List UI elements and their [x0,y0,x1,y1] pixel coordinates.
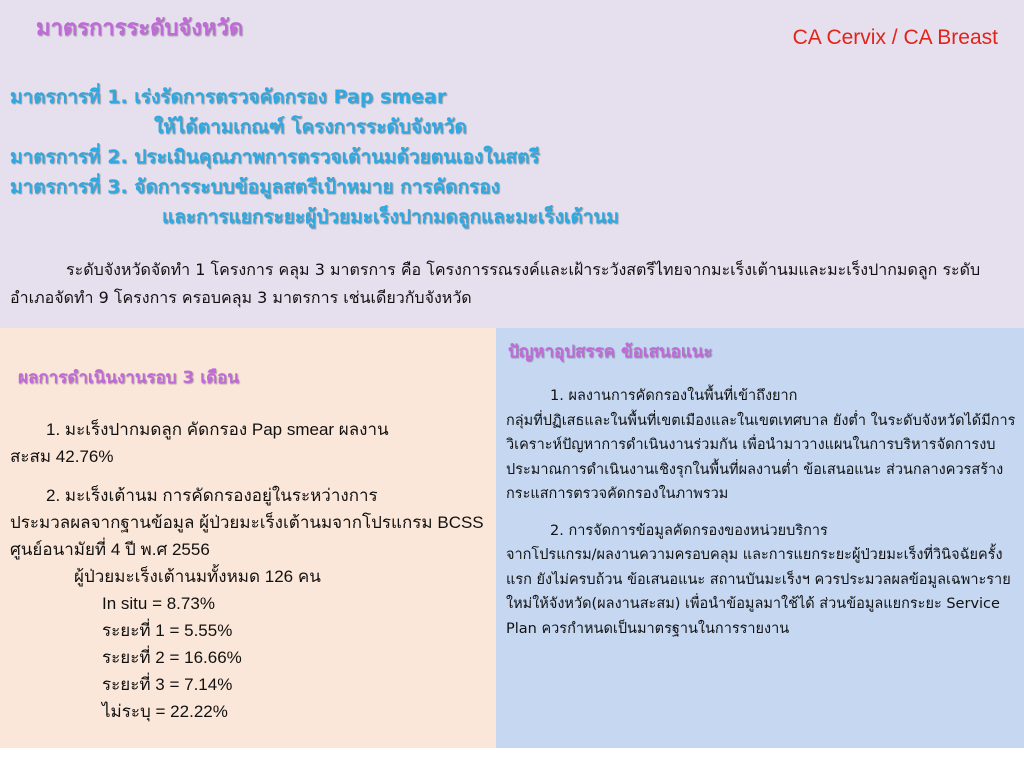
problem-1: 1. ผลงานการคัดกรองในพื้นที่เข้าถึงยาก [550,388,798,404]
summary-text: ระดับจังหวัดจัดทำ 1 โครงการ คลุม 3 มาตรการ คือ โครงการรณรงค์และเฝ้าระวังสตรีไทยจากมะเร็งเต้านมและมะเร็งปากมดลูก ระดับอำเภอจัดทำ 9 โครงการ ครอบคลุม 3 มาตรการ เช่นเดียวกับจังหวัด [10,260,981,307]
spacer [506,507,1018,519]
summary-paragraph [10,256,1010,312]
stage-unspecified: ไม่ระบุ = 22.22% [102,702,228,721]
problem-2: 2. การจัดการข้อมูลคัดกรองของหน่วยบริการ [550,522,828,539]
cancer-type-tag: CA Cervix / CA Breast [792,26,998,49]
measure-3: มาตรการที่ 3. จัดการระบบข้อมูลสตรีเป้าหมาย การคัดกรอง [10,176,500,198]
spacer [10,470,496,482]
stage-in-situ: In situ = 8.73% [102,594,215,613]
measure-2: มาตรการที่ 2. ประเมินคุณภาพการตรวจเต้านมด้วยตนเองในสตรี [10,146,540,168]
measure-1: มาตรการที่ 1. เร่งรัดการตรวจคัดกรอง Pap smear [10,86,447,108]
stage-2: ระยะที่ 2 = 16.66% [102,648,242,667]
problem-2-cont: จากโปรแกรม/ผลงานความครอบคลุม และการแยกระยะผู้ป่วยมะเร็งที่วินิจฉัยครั้งแรก ยังไม่ครบถ้วน ข้อเสนอแนะ สถานบันมะเร็งฯ ควรประมวลผลข้อมูลเฉพาะรายใหม่ให้จังหวัด(ผลงานสะสม) เพื่อนำข้อมูลมาใช้ได้ ส่วนข้อมูลแยกระยะ Service Plan ควรกำหนดเป็นมาตรฐานในการรายงาน [506,547,1011,637]
results-heading: ผลการดำเนินงานรอบ 3 เดือน [18,368,239,388]
result-item-2-cont: ประมวลผลจากฐานข้อมูล ผู้ป่วยมะเร็งเต้านมจากโปรแกรม BCSS ศูนย์อนามัยที่ 4 ปี พ.ศ 2556 [10,513,484,559]
problem-1-cont: กลุ่มที่ปฏิเสธและในพื้นที่เขตเมืองและในเขตเทศบาล ยังต่ำ ในระดับจังหวัดได้มีการวิเคราะห์ปัญหาการดำเนินงานร่วมกัน เพื่อนำมาวางแผนในการบริหารจัดการงบประมาณการดำเนินงานเชิงรุกในพื้นที่ผลงานต่ำ ข้อเสนอแนะ ส่วนกลางควรสร้างกระแสการตรวจคัดกรองในภาพรวม [506,412,1016,502]
breast-cancer-total: ผู้ป่วยมะเร็งเต้านมทั้งหมด 126 คน [74,567,321,586]
page-title: มาตรการระดับจังหวัด [36,16,244,41]
result-item-1: 1. มะเร็งปากมดลูก คัดกรอง Pap smear ผลงาน [46,420,389,439]
bottom-margin [0,748,1024,768]
result-item-2: 2. มะเร็งเต้านม การคัดกรองอยู่ในระหว่างการ [46,486,378,505]
problems-heading: ปัญหาอุปสรรค ข้อเสนอแนะ [508,342,713,362]
problems-body [506,384,1018,641]
measure-3-cont: และการแยกระยะผู้ป่วยมะเร็งปากมดลูกและมะเร็งเต้านม [162,206,619,228]
result-item-1-cont: สะสม 42.76% [10,447,114,466]
results-body [10,416,496,725]
stage-3: ระยะที่ 3 = 7.14% [102,675,233,694]
stage-1: ระยะที่ 1 = 5.55% [102,621,233,640]
measure-1-cont: ให้ได้ตามเกณฑ์ โครงการระดับจังหวัด [154,116,467,138]
